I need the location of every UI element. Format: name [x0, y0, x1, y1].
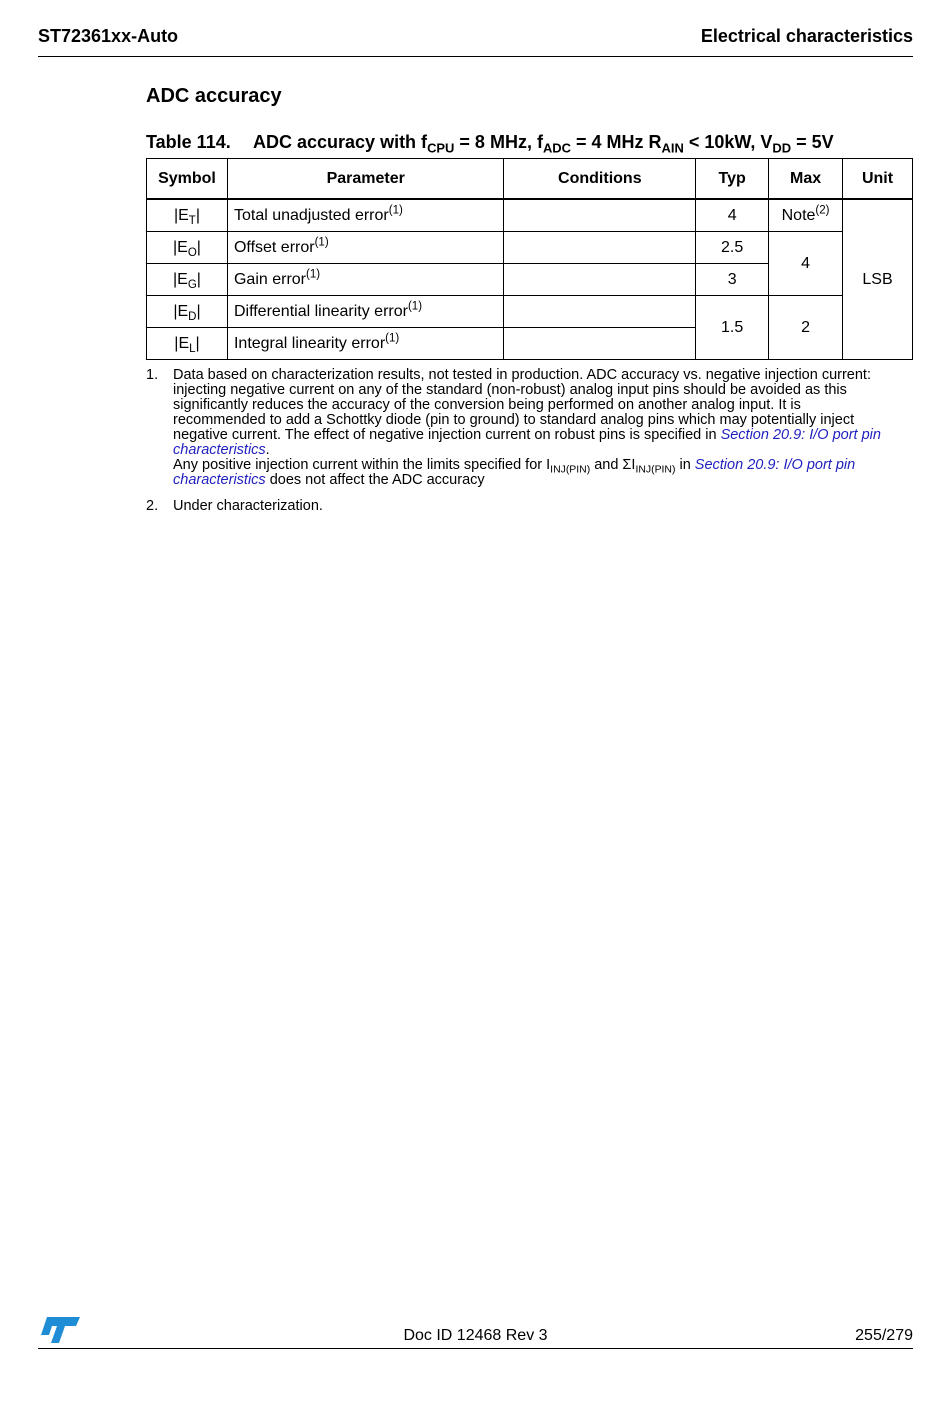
- table-notes: [146, 368, 886, 525]
- note-text: Data based on characterization results, not tested in production. ADC accuracy vs. negative injection current: injecting negative current on any of the standard (non-robust) analog input pins should be avoided as this significantly reduces the accuracy of the conversion being performed on another analog input. It is recommended to add a Schottky diode (pin to ground) to standard analog pins which may potentially inject negative current. The effect of negative injection current on robust pins is specified in Section 20.9: I/O port pin characteristics.: [173, 367, 881, 458]
- section-link[interactable]: Section 20.9: I/O port pin characteristics: [173, 457, 856, 488]
- header-max: Max: [769, 159, 843, 200]
- symbol-cell: $|E_D|$: [147, 296, 228, 328]
- page-header: [38, 24, 913, 57]
- header-typ: Typ: [696, 159, 769, 200]
- parameter-cell: Integral linearity error$^{(1)}$: [227, 328, 503, 360]
- adc-accuracy-table: [146, 158, 913, 360]
- header-parameter: Parameter: [227, 159, 503, 200]
- doc-id: Doc ID 12468 Rev 3: [403, 1327, 548, 1344]
- max-cell: 2: [769, 296, 843, 360]
- parameter-cell: Differential linearity error$^{(1)}$: [227, 296, 503, 328]
- section-title: ADC accuracy: [146, 85, 282, 107]
- unit-cell: LSB: [843, 199, 913, 360]
- note-text: Under characterization.: [173, 498, 323, 514]
- page-number: 255/279: [855, 1327, 913, 1344]
- caption-text: ADC accuracy with $f_{CPU} = 8$ MHz, $f_{ADC} = 4$ MHz $R_{AIN} < 10kW$, $V_{DD} = 5V$: [253, 132, 834, 156]
- header-conditions: Conditions: [504, 159, 696, 200]
- note-1: [146, 368, 886, 488]
- table-row: [147, 296, 913, 328]
- note-number: 1.: [146, 367, 159, 383]
- conditions-cell: [504, 296, 696, 328]
- max-cell: Note$^{(2)}$: [769, 199, 843, 232]
- conditions-cell: [504, 264, 696, 296]
- table-row: [147, 232, 913, 264]
- document-name: ST72361xx-Auto: [38, 26, 179, 46]
- header-symbol: Symbol: [147, 159, 228, 200]
- table-caption: [146, 132, 834, 156]
- symbol-cell: $|E_O|$: [147, 232, 228, 264]
- parameter-cell: Gain error$^{(1)}$: [227, 264, 503, 296]
- page-footer: [38, 1315, 913, 1349]
- typ-cell: 4: [696, 199, 769, 232]
- parameter-cell: Total unadjusted error$^{(1)}$: [227, 199, 503, 232]
- typ-cell: 1.5: [696, 296, 769, 360]
- note-2: [146, 499, 886, 514]
- max-cell: 4: [769, 232, 843, 296]
- table-header-row: [147, 159, 913, 200]
- table-row: [147, 199, 913, 232]
- symbol-cell: $|E_L|$: [147, 328, 228, 360]
- conditions-cell: [504, 232, 696, 264]
- chapter-title: Electrical characteristics: [700, 26, 913, 46]
- typ-cell: 3: [696, 264, 769, 296]
- table-number: Table 114.: [146, 132, 231, 152]
- note-number: 2.: [146, 498, 159, 514]
- conditions-cell: [504, 199, 696, 232]
- symbol-cell: $|E_G|$: [147, 264, 228, 296]
- section-link[interactable]: Section 20.9: I/O port pin characteristics: [173, 427, 881, 458]
- conditions-cell: [504, 328, 696, 360]
- parameter-cell: Offset error$^{(1)}$: [227, 232, 503, 264]
- header-unit: Unit: [843, 159, 913, 200]
- typ-cell: 2.5: [696, 232, 769, 264]
- symbol-cell: $|E_T|$: [147, 199, 228, 232]
- note-text-continued: Any positive injection current within the limits specified for $I_{INJ(PIN)}$ and $\Sigma I_{INJ(PIN)}$ in Section 20.9: I/O port pin characteristics does not affect the ADC accuracy: [173, 457, 856, 488]
